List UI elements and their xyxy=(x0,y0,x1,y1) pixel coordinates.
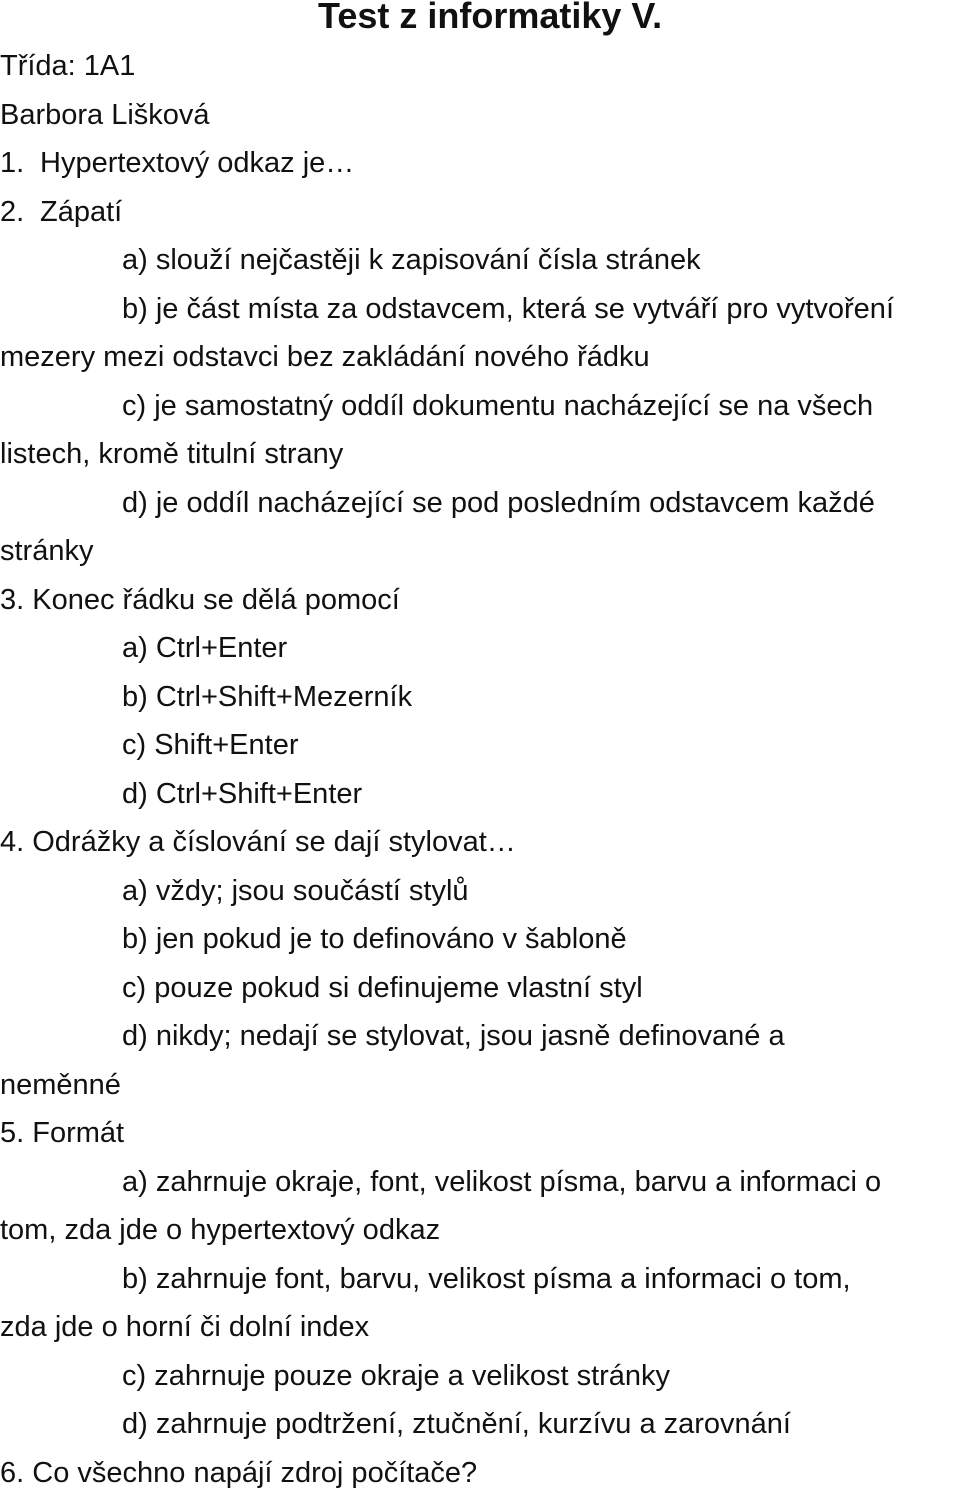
student-name: Barbora Lišková xyxy=(0,91,960,140)
answer-option: c) zahrnuje pouze okraje a velikost stránky xyxy=(0,1352,960,1401)
question-number: 5. xyxy=(0,1117,24,1149)
answer-option: b) Ctrl+Shift+Mezerník xyxy=(0,673,960,722)
answer-option: b) zahrnuje font, barvu, velikost písma a informaci o tom, xyxy=(0,1255,960,1304)
document-body xyxy=(0,42,960,1497)
question-5 xyxy=(0,1109,960,1158)
answer-option-continuation: neměnné xyxy=(0,1061,960,1110)
question-text: Hypertextový odkaz je… xyxy=(40,147,354,179)
question-text: Odrážky a číslování se dají stylovat… xyxy=(32,826,516,858)
question-text: Formát xyxy=(32,1117,124,1149)
answer-option: a) zahrnuje okraje, font, velikost písma, barvu a informaci o xyxy=(0,1158,960,1207)
question-number: 1. xyxy=(0,139,40,188)
answer-option-continuation: tom, zda jde o hypertextový odkaz xyxy=(0,1206,960,1255)
question-text: Co všechno napájí zdroj počítače? xyxy=(32,1457,477,1489)
document-title: Test z informatiky V. xyxy=(318,0,662,38)
answer-option-continuation: listech, kromě titulní strany xyxy=(0,430,960,479)
answer-option-continuation: mezery mezi odstavci bez zakládání nového řádku xyxy=(0,333,960,382)
answer-option: d) nikdy; nedají se stylovat, jsou jasně definované a xyxy=(0,1012,960,1061)
question-text: Konec řádku se dělá pomocí xyxy=(32,584,400,616)
question-1 xyxy=(0,139,960,188)
class-line: Třída: 1A1 xyxy=(0,42,960,91)
answer-option: c) Shift+Enter xyxy=(0,721,960,770)
question-number: 6. xyxy=(0,1457,24,1489)
question-text: Zápatí xyxy=(40,196,122,228)
answer-option-continuation: zda jde o horní či dolní index xyxy=(0,1303,960,1352)
question-number: 4. xyxy=(0,826,24,858)
question-number: 3. xyxy=(0,584,24,616)
answer-option: a) slouží nejčastěji k zapisování čísla stránek xyxy=(0,236,960,285)
question-3 xyxy=(0,576,960,625)
answer-option: b) je část místa za odstavcem, která se vytváří pro vytvoření xyxy=(0,285,960,334)
answer-option: d) Ctrl+Shift+Enter xyxy=(0,770,960,819)
answer-option: a) Ctrl+Enter xyxy=(0,624,960,673)
answer-option: c) je samostatný oddíl dokumentu nacházející se na všech xyxy=(0,382,960,431)
answer-option-continuation: stránky xyxy=(0,527,960,576)
question-2 xyxy=(0,188,960,237)
answer-option: d) zahrnuje podtržení, ztučnění, kurzívu a zarovnání xyxy=(0,1400,960,1449)
answer-option: d) je oddíl nacházející se pod posledním odstavcem každé xyxy=(0,479,960,528)
question-4 xyxy=(0,818,960,867)
answer-option: a) vždy; jsou součástí stylů xyxy=(0,867,960,916)
answer-option: b) jen pokud je to definováno v šabloně xyxy=(0,915,960,964)
answer-option: c) pouze pokud si definujeme vlastní styl xyxy=(0,964,960,1013)
question-number: 2. xyxy=(0,188,40,237)
